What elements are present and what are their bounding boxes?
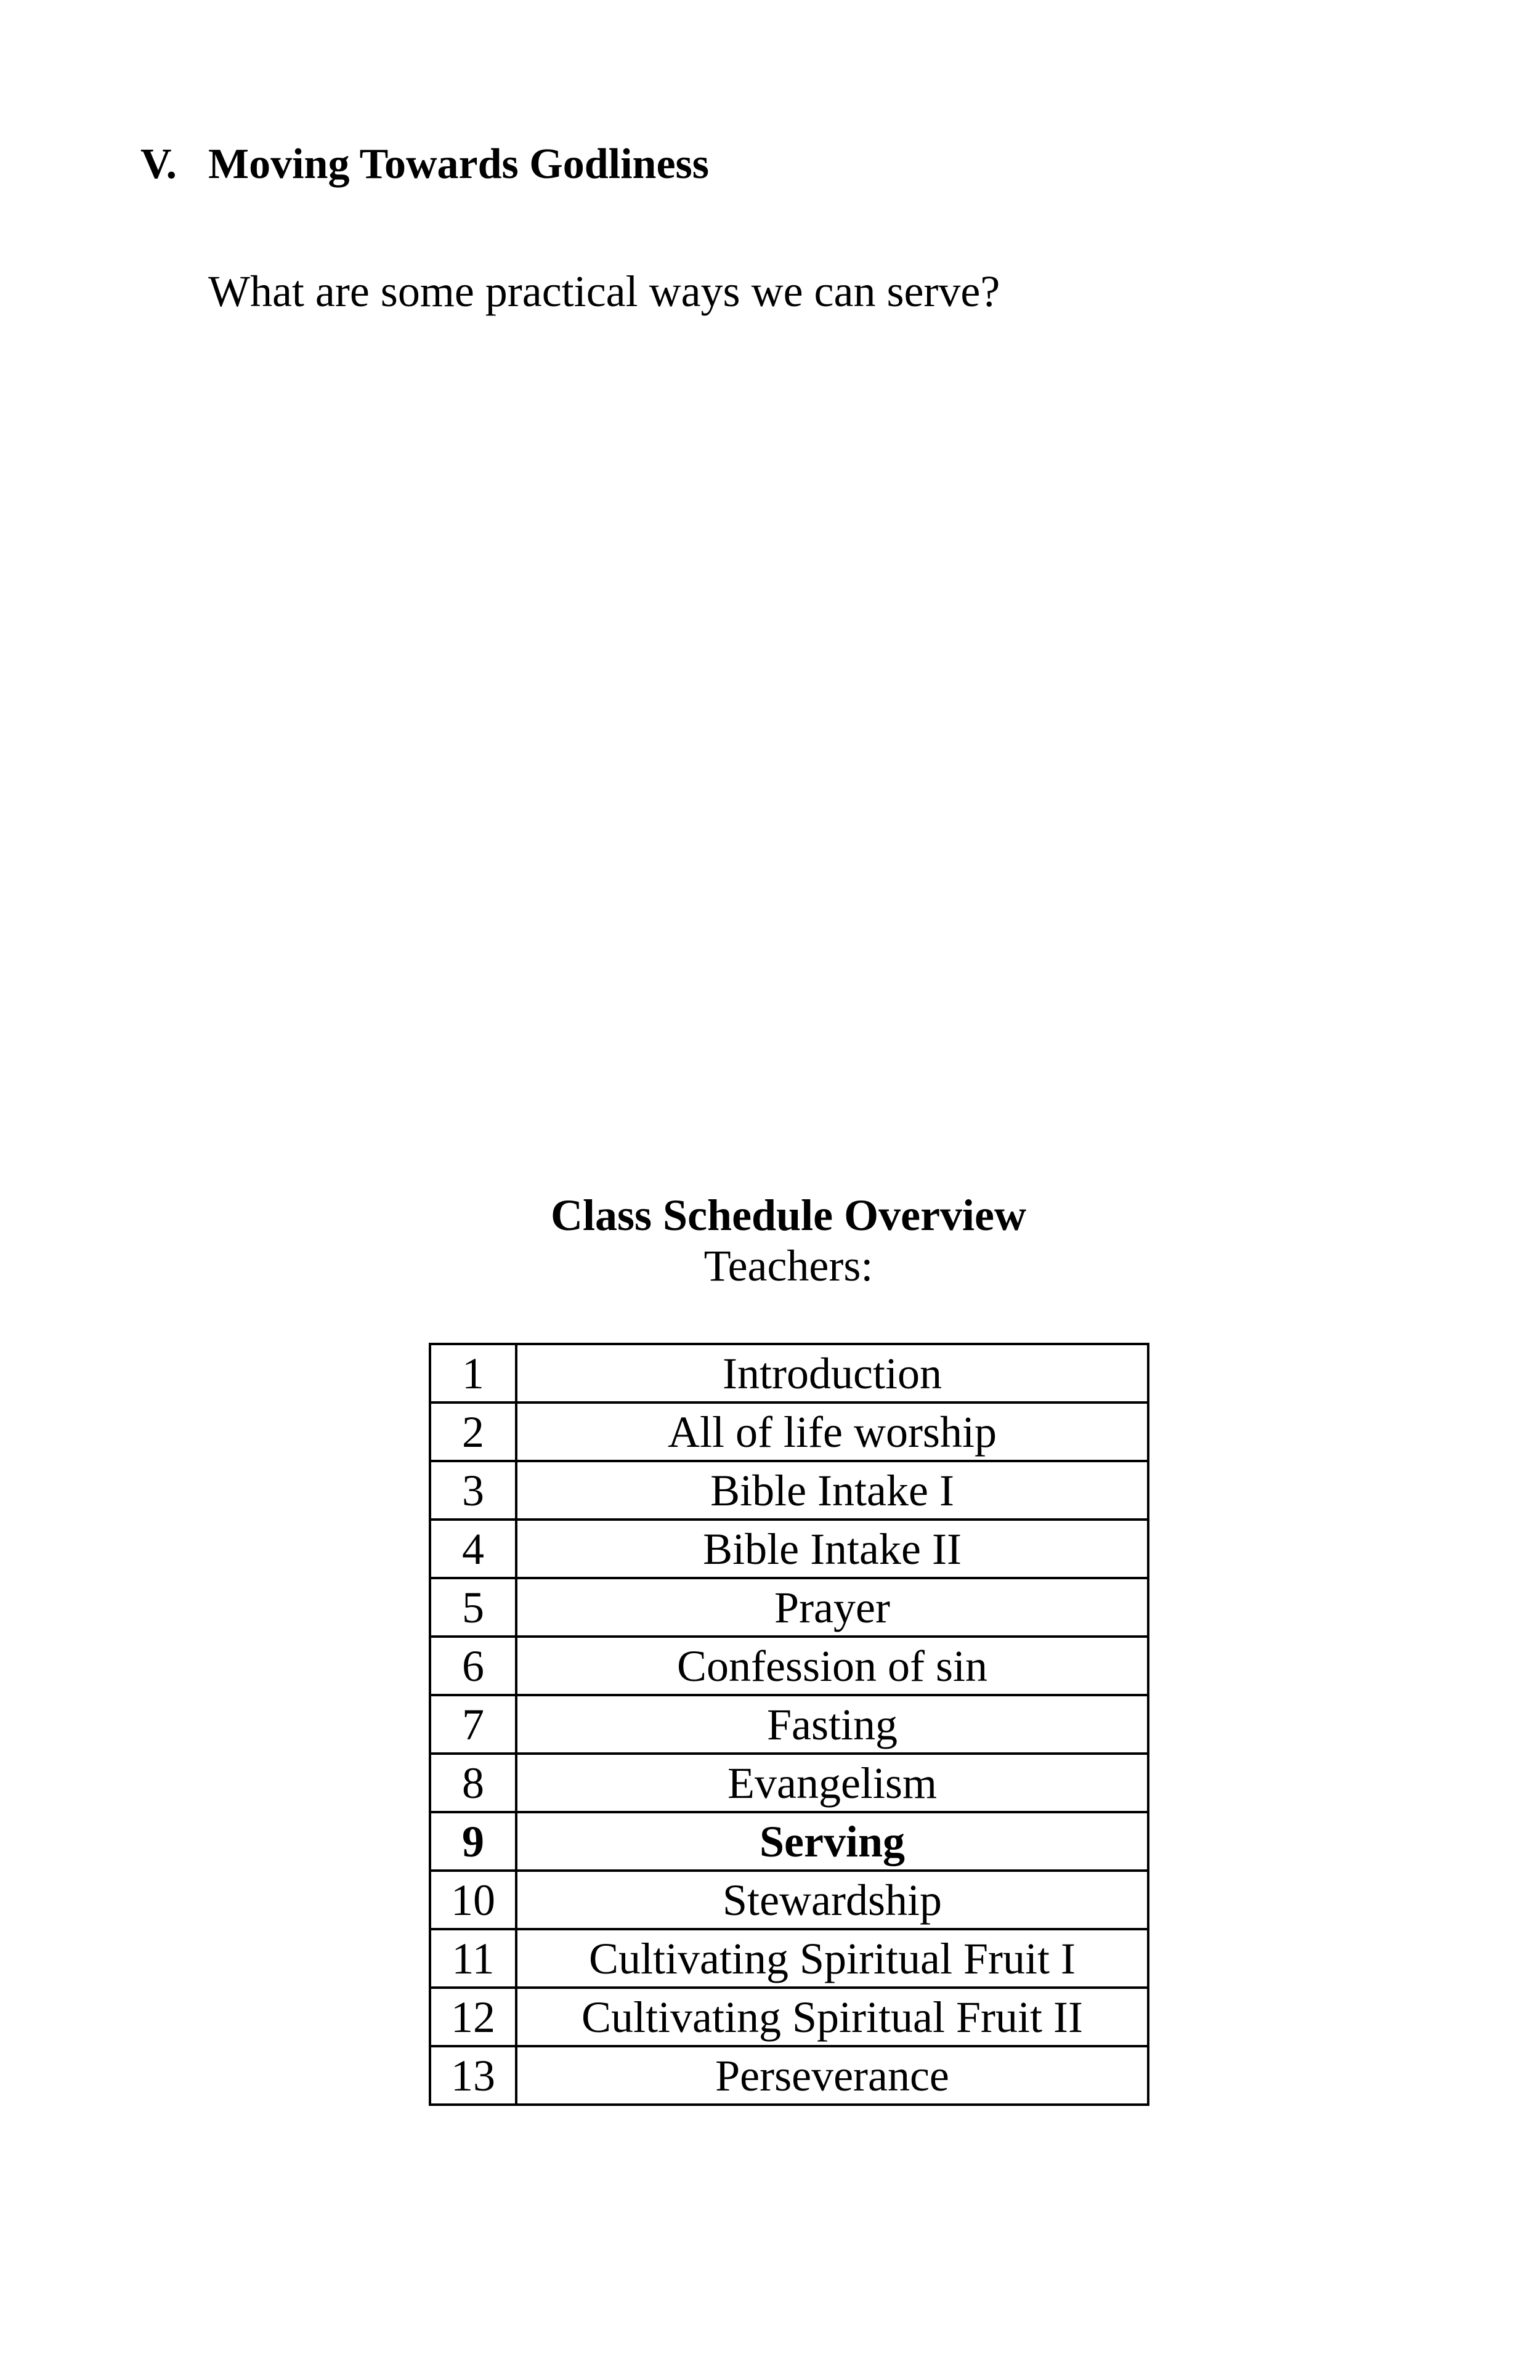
class-number: 7 [430, 1695, 516, 1754]
class-topic: Prayer [516, 1578, 1148, 1637]
class-topic: All of life worship [516, 1402, 1148, 1461]
table-row [430, 1520, 1148, 1578]
schedule-table-body [430, 1344, 1148, 2105]
class-topic: Cultivating Spiritual Fruit II [516, 1988, 1148, 2046]
class-topic: Confession of sin [516, 1637, 1148, 1695]
class-number: 12 [430, 1988, 516, 2046]
class-number: 6 [430, 1637, 516, 1695]
class-number: 4 [430, 1520, 516, 1578]
class-topic: Bible Intake I [516, 1461, 1148, 1520]
table-row [430, 1344, 1148, 1402]
table-row [430, 1988, 1148, 2046]
table-row [430, 1578, 1148, 1637]
class-topic: Bible Intake II [516, 1520, 1148, 1578]
class-number: 3 [430, 1461, 516, 1520]
table-row [430, 1695, 1148, 1754]
class-number: 5 [430, 1578, 516, 1637]
class-topic: Stewardship [516, 1871, 1148, 1929]
class-topic: Fasting [516, 1695, 1148, 1754]
class-schedule-table [429, 1343, 1149, 2106]
table-row [430, 1754, 1148, 1812]
discussion-question: What are some practical ways we can serve? [208, 267, 1000, 316]
section-heading [140, 137, 709, 192]
class-number: 11 [430, 1929, 516, 1988]
class-number: 13 [430, 2046, 516, 2105]
class-topic: Evangelism [516, 1754, 1148, 1812]
table-row [430, 1929, 1148, 1988]
class-topic: Perseverance [516, 2046, 1148, 2105]
class-topic: Cultivating Spiritual Fruit I [516, 1929, 1148, 1988]
schedule-title: Class Schedule Overview [551, 1191, 1026, 1240]
table-row [430, 1402, 1148, 1461]
class-number: 1 [430, 1344, 516, 1402]
class-topic: Introduction [516, 1344, 1148, 1402]
class-number: 2 [430, 1402, 516, 1461]
table-row [430, 2046, 1148, 2105]
class-number: 10 [430, 1871, 516, 1929]
table-row-current [430, 1812, 1148, 1871]
class-number: 8 [430, 1754, 516, 1812]
teachers-label: Teachers: [703, 1241, 873, 1290]
table-row [430, 1461, 1148, 1520]
section-title: Moving Towards Godliness [208, 140, 709, 188]
section-number: V. [140, 140, 177, 188]
table-row [430, 1637, 1148, 1695]
class-topic: Serving [516, 1812, 1148, 1871]
class-number: 9 [430, 1812, 516, 1871]
table-row [430, 1871, 1148, 1929]
